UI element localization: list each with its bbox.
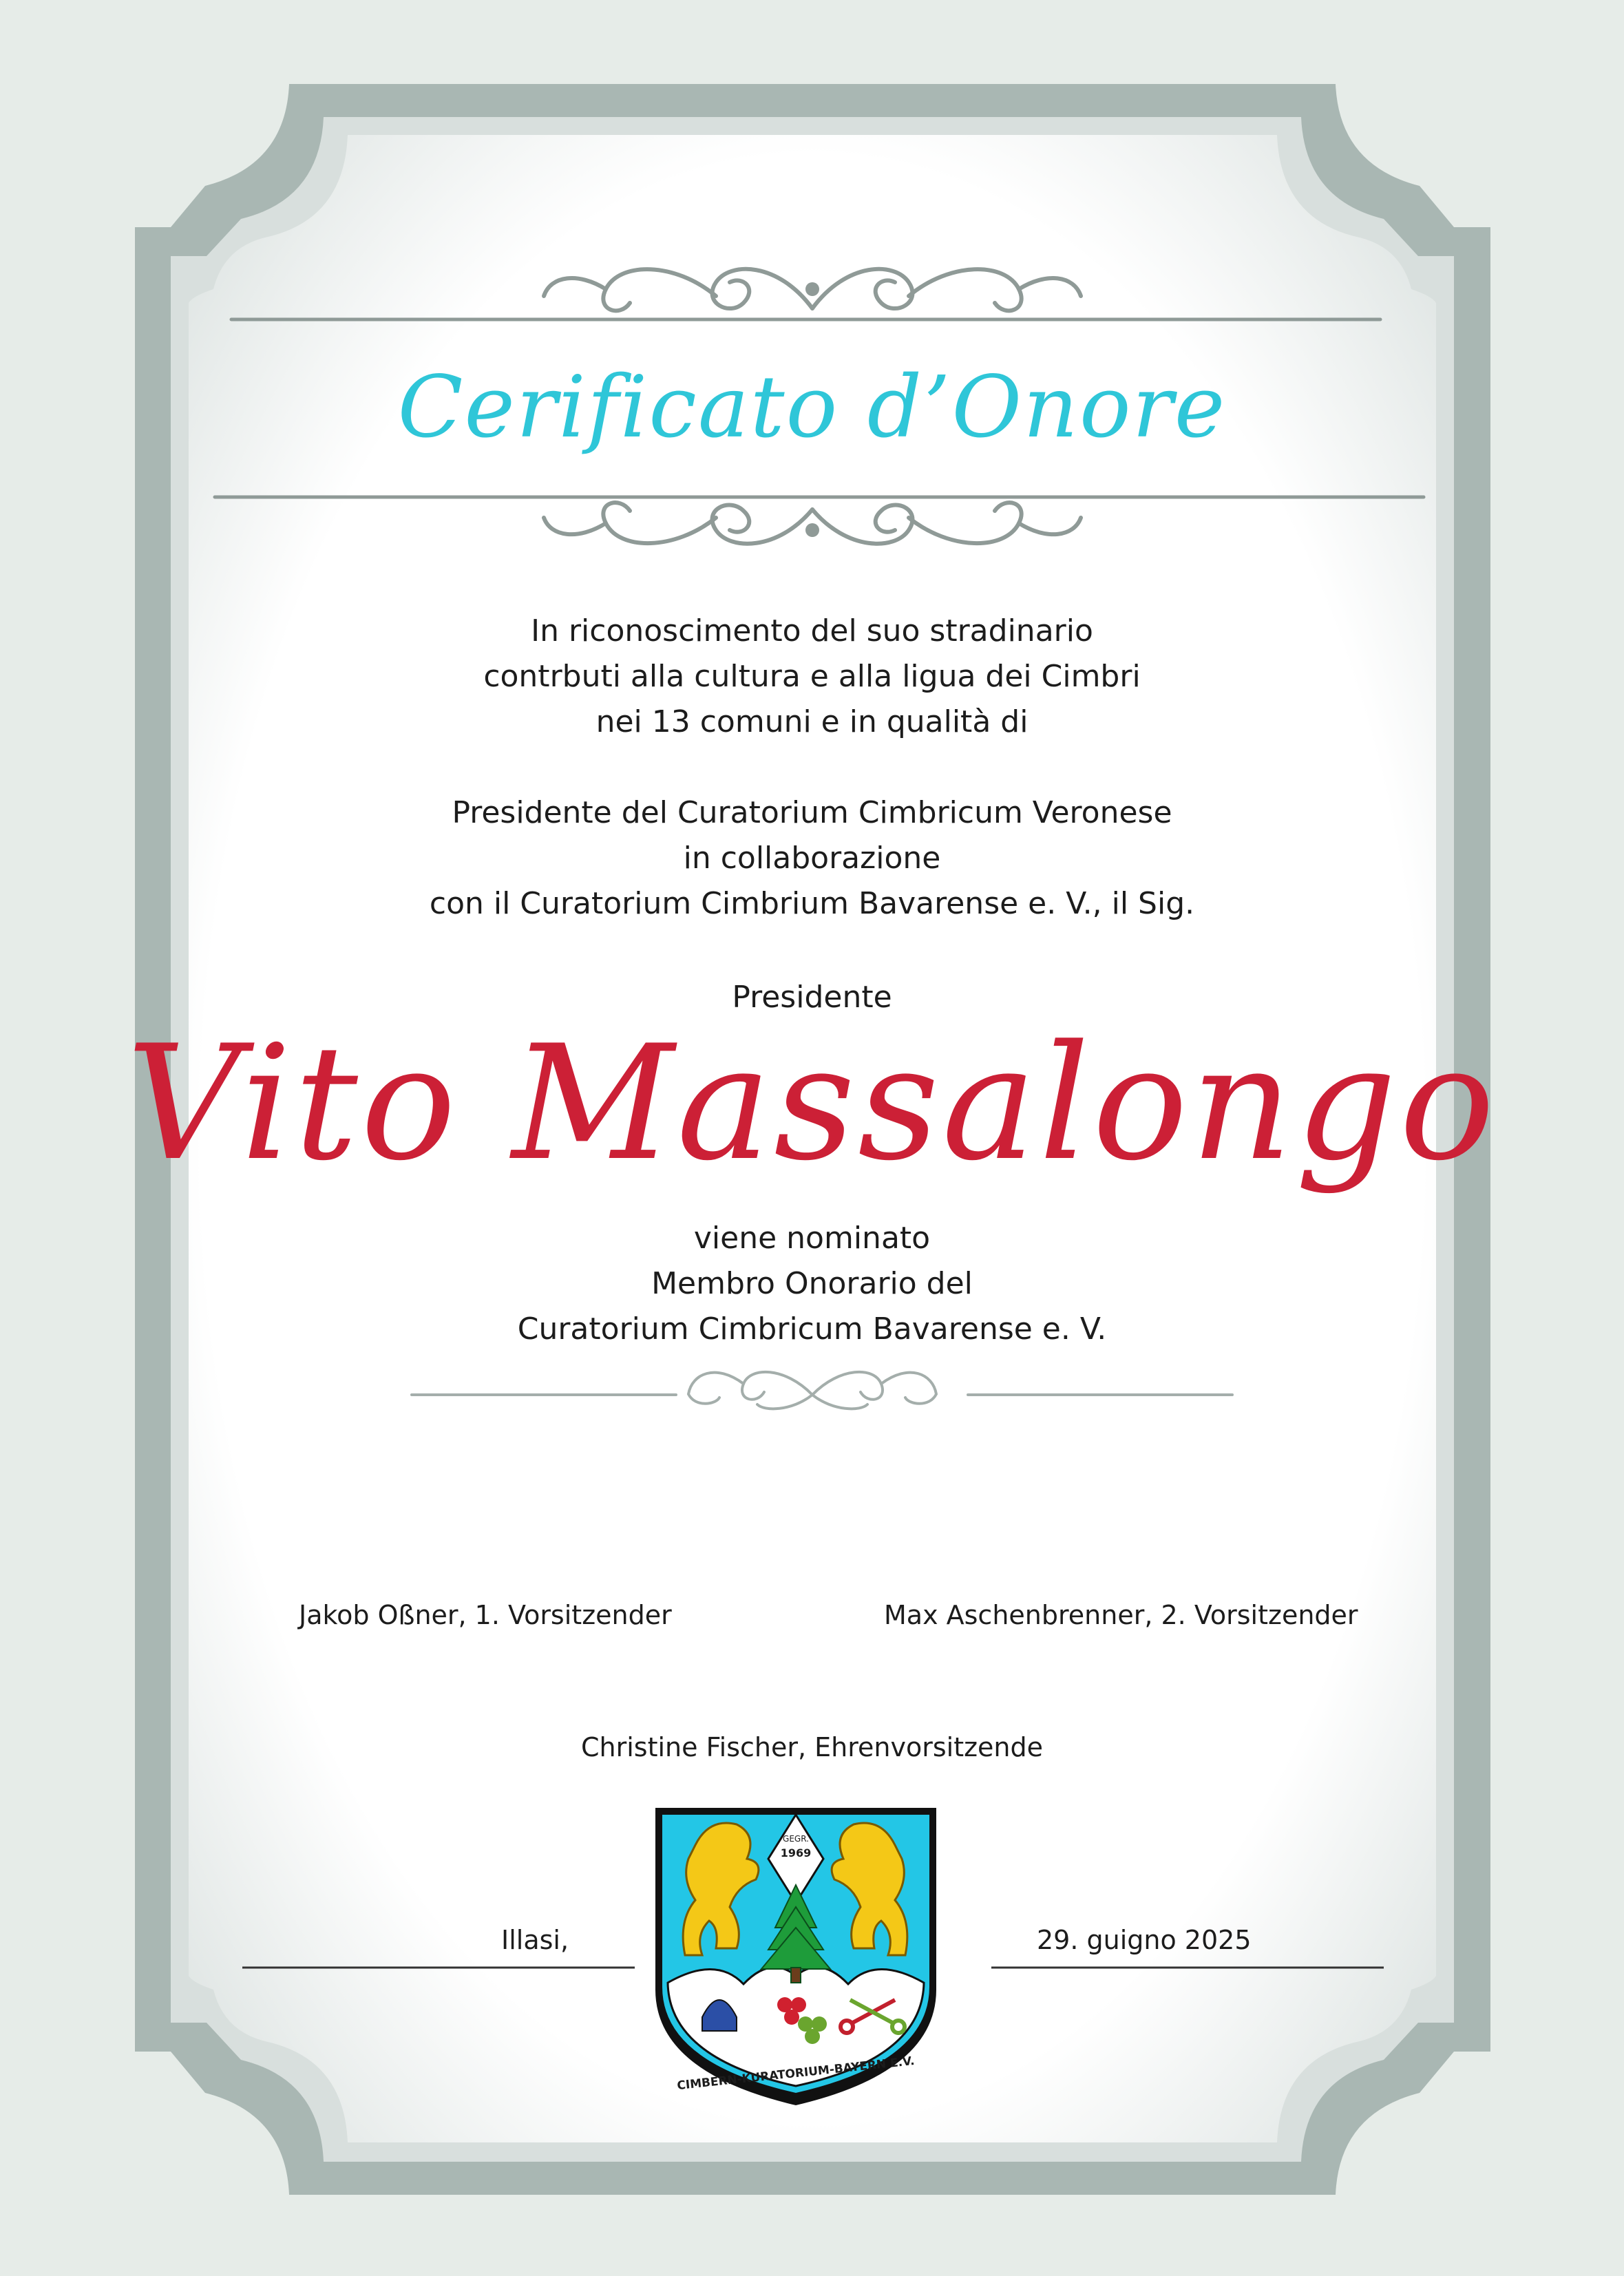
intro-line-3: nei 13 comuni e in qualità di: [595, 704, 1029, 739]
intro-line-1: In riconoscimento del suo stradinario: [531, 613, 1093, 649]
date-label: 29. guigno 2025: [1037, 1925, 1252, 1955]
emblem-founded-year: 1969: [780, 1846, 812, 1859]
intro-line-2: contrbuti alla cultura e alla ligua dei Cimbri: [483, 659, 1141, 694]
role-line-2: in collaborazione: [683, 841, 941, 876]
second-chair-signature: Max Aschenbrenner, 2. Vorsitzender: [884, 1600, 1358, 1630]
role-title: Presidente: [732, 980, 892, 1015]
recipient-name: Vito Massalongo: [126, 1012, 1498, 1196]
first-chair-signature: Jakob Oßner, 1. Vorsitzender: [299, 1600, 672, 1630]
role-line-3: con il Curatorium Cimbrium Bavarense e. V., il Sig.: [429, 886, 1195, 921]
nomination-line-3: Curatorium Cimbricum Bavarense e. V.: [517, 1311, 1107, 1347]
nomination-line-1: viene nominato: [693, 1221, 931, 1256]
certificate-title: Cerificato d’Onore: [397, 358, 1227, 457]
place-label: Illasi,: [501, 1925, 569, 1955]
honorary-chair-signature: Christine Fischer, Ehrenvorsitzende: [580, 1732, 1044, 1762]
nomination-line-2: Membro Onorario del: [651, 1266, 973, 1301]
role-line-1: Presidente del Curatorium Cimbricum Veronese: [452, 795, 1172, 830]
emblem-motto: CIMBERN-KURATORIUM-BAYERN E.V.: [676, 2054, 916, 2094]
emblem-founded-label: GEGR.: [783, 1834, 809, 1844]
